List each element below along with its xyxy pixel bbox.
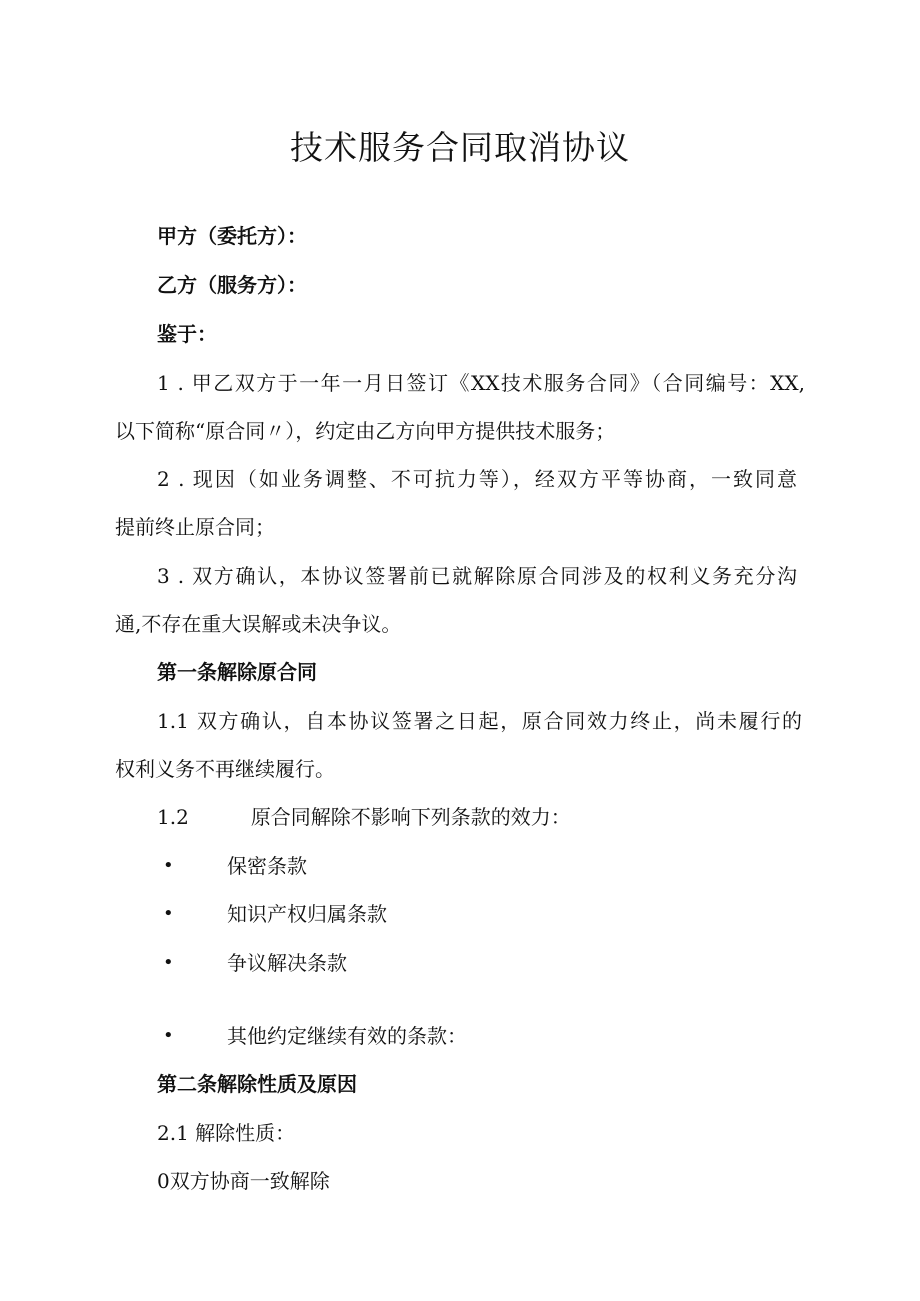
- clause-1-1-line-1: 1.1 双方确认，自本协议签署之日起，原合同效力终止，尚未履行的: [157, 709, 802, 733]
- clause-1-1-line-2: 权利义务不再继续履行。: [115, 757, 335, 781]
- bullet-item-ip-ownership: 知识产权归属条款: [227, 902, 387, 926]
- whereas-item-2-line-1: 2 . 现因（如业务调整、不可抗力等），经双方平等协商，一致同意: [157, 467, 797, 491]
- article-2-heading: 第二条解除性质及原因: [157, 1072, 357, 1096]
- whereas-item-1-line-1: 1 . 甲乙双方于一年一月日签订《XX技术服务合同》（合同编号：XX,: [157, 371, 805, 395]
- bullet-dot-icon: •: [163, 903, 174, 924]
- clause-1-2-number: 1.2: [157, 805, 189, 829]
- bullet-dot-icon: •: [163, 952, 174, 973]
- clause-1-2: [157, 803, 571, 831]
- bullet-dot-icon: •: [163, 1025, 174, 1046]
- whereas-item-1-line-2: 以下简称“原合同〃），约定由乙方向甲方提供技术服务；: [115, 419, 616, 443]
- bullet-item-confidentiality: 保密条款: [227, 854, 307, 878]
- option-mutual-termination: 0双方协商一致解除: [157, 1169, 330, 1193]
- document-title: 技术服务合同取消协议: [290, 128, 630, 167]
- bullet-dot-icon: •: [163, 855, 174, 876]
- bullet-item-other-clauses: 其他约定继续有效的条款：: [227, 1024, 467, 1048]
- clause-2-1: 2.1 解除性质：: [157, 1121, 296, 1145]
- whereas-item-2-line-2: 提前终止原合同；: [115, 515, 275, 539]
- whereas-item-3-line-2: 通,不存在重大误解或未决争议。: [115, 612, 402, 636]
- clause-1-2-text: 原合同解除不影响下列条款的效力：: [250, 805, 571, 829]
- article-1-heading: 第一条解除原合同: [157, 660, 317, 684]
- whereas-item-3-line-1: 3 . 双方确认，本协议签署前已就解除原合同涉及的权利义务充分沟: [157, 564, 797, 588]
- whereas-heading: 鉴于：: [157, 322, 217, 346]
- bullet-item-dispute-resolution: 争议解决条款: [227, 951, 347, 975]
- party-b-label: 乙方（服务方）：: [157, 273, 307, 297]
- party-a-label: 甲方（委托方）：: [157, 224, 307, 248]
